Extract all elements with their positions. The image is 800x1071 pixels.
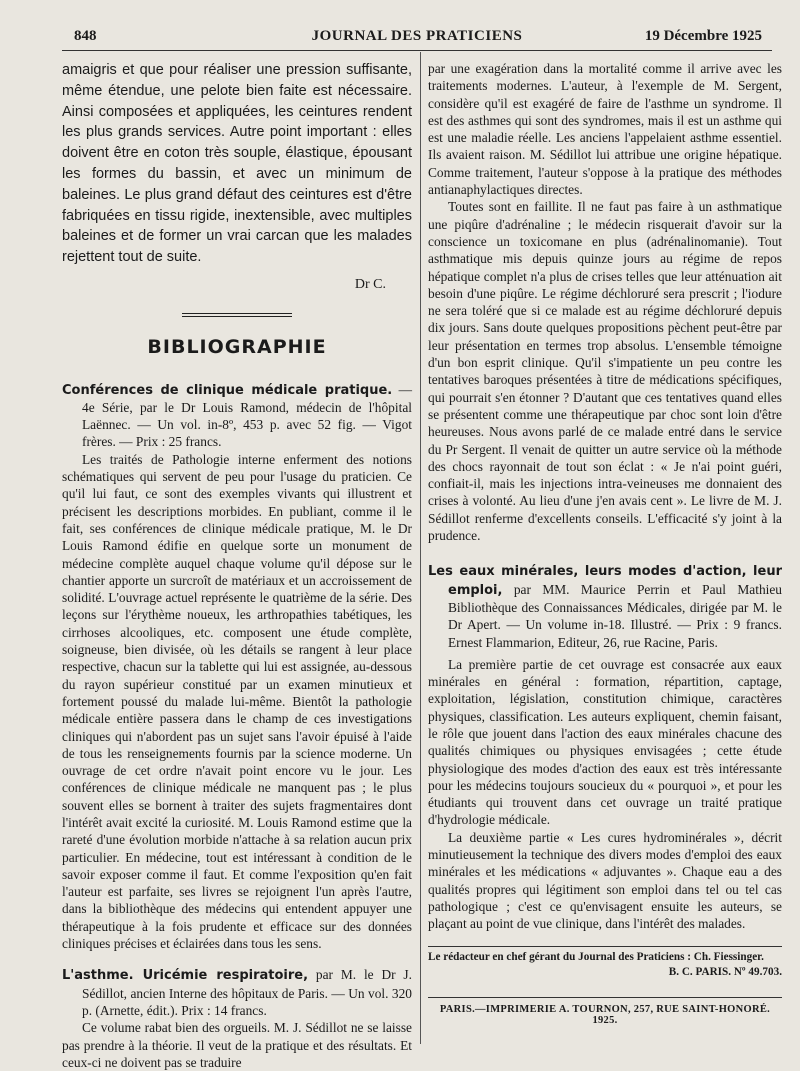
book-review: La deuxième partie « Les cures hydrominérales », décrit minutieusement la technique des divers modes d'emploi des eaux minérales et les médications « adjuvantes ». Chaque eau a des qualités propres qui légitiment son emploi dans tel ou tel cas pathologique ; c'est ce qu'envisagent ensuite les auteurs, se plaçant au point de vue clinique, dans l'intérêt des malades. (428, 829, 782, 932)
book-entry-1 (62, 381, 412, 451)
book-entry-2 (62, 966, 412, 1019)
book-review: La première partie de cet ouvrage est consacrée aux eaux minérales en général : formation, répartition, captage, exploitation, législation, constitution chimique, caractères physiques, classification. Les auteurs expliquent, chemin faisant, le rôle que jouent dans l'action des eaux minérales chacune des qualités chimiques ou physiques envisagées ; cette étude physiologique des modes d'action des eaux est très intéressante pour les médecins toujours soucieux du « pourquoi », et pour les étudiants qui trouvent dans cet ouvrage un traité pratique d'hydrologie médicale. (428, 656, 782, 828)
journal-title: JOURNAL DES PRATICIENS (311, 28, 523, 44)
section-title: BIBLIOGRAPHIE (147, 336, 327, 359)
article-ending: amaigris et que pour réaliser une pression suffisante, même étendue, une pelote bien faite est nécessaire. Ainsi composées et appliquées, les ceintures rendent les plus grands services. Autre point important : elles doivent être en coton très souple, élastique, épousant les formes du bassin, et avec un minimum de baleines. Le plus grand défaut des ceintures est d'être fabriquées en tissu rigide, inextensible, avec multiples baleines et de former un vrai carcan que les malades rejettent tout de suite. (62, 62, 412, 266)
left-column (62, 60, 412, 1071)
page-header (62, 28, 772, 50)
editor-line: Le rédacteur en chef gérant du Journal des Praticiens : Ch. Fiessinger. (428, 951, 764, 963)
right-column (428, 60, 782, 933)
book-title: L'asthme. Uricémie respiratoire, (62, 968, 309, 984)
review-paragraph: Toutes sont en faillite. Il ne faut pas faire à un asthmatique une piqûre d'adrénaline ; le médecin risquerait d'avoir sur la conscience un toxicomane en plus (adrénalinomanie). Tout asthmatique mis depuis quinze jours au régime de repos hépatique complet n'a plus de crises telles que leur atténuation ait besoin d'une piqûre. Le régime déchloruré sera prescrit ; l'iodure ne sera toléré que si ce malade est au régime déchloruré depuis dix jours. Sans doute quelques propositions pèchent peut-être par leur présentation en termes trop absolus. L'ensemble témoigne d'un bon esprit clinique. Qu'il s'impatiente un peu contre les tentatives baroques présentées à titre de médications spécifiques, qui pourrait s'en étonner ? D'autant que ces tentatives quand elles se présentent comme une thérapeutique par choc sont loin d'être heureuses. Nous avons parlé de ce malade entré dans le service du Pr Sergent. Il venait de quitter un autre service où la méthode des chocs rayonnait de tout son éclat : « Je n'ai point guéri, confiait-il, mais les injections intra-veineuses me donnaient des crises à volonté. Au lieu d'une j'en avais cent ». Le livre de M. J. Sédillot renferme d'excellents conseils. L'efficacité s'y joint à la prudence. (428, 199, 782, 544)
double-rule (182, 313, 292, 317)
book-reference: par M. le Dr J. Sédillot, ancien Interne des hôpitaux de Paris. — Un vol. 320 p. (Arnette, édit.). Prix : 14 francs. (82, 967, 412, 1018)
book-title: Conférences de clinique médicale pratique. (62, 382, 393, 398)
book-reference: par MM. Maurice Perrin et Paul Mathieu Bibliothèque des Connaissances Médicales, dirigée par M. le Dr Apert. — Un volume in-18. Illustré. — Prix : 9 francs. Ernest Flammarion, Editeur, 26, rue Racine, Paris. (448, 581, 782, 650)
signature: Dr C. (354, 276, 386, 292)
column-divider (420, 52, 421, 1044)
issue-date: 19 Décembre 1925 (644, 28, 762, 44)
book-title: Les eaux minérales, leurs modes d'action, leur emploi, (428, 564, 782, 598)
book-review: Les traités de Pathologie interne enferment des notions schématiques qui servent de peu pour l'usage du praticien. Ce qu'il lui faut, ce sont des exemples vivants qui illustrent et précisent les descriptions morbides. En publiant, comme il le fait, ses conférences de clinique médicale pratique, M. le Dr Louis Ramond édifie en quelque sorte un monument de médecine complète auquel chaque volume qu'il dépose sur le chantier apporte un surcroît de matériaux et un accroissement de solidité. L'ouvrage actuel représente le quatrième de la série. Des leçons sur l'érythème noueux, les arthropathies tabétiques, les cirrhoses alcooliques, etc. composent une étude complète, soigneuse, bien divisée, où les détails se rangent à leur place respective, chacun sur la tablette qui lui est assignée, au-dessous du rayon supérieur constitué par un examen minutieux et fortement poussé du malade lui-même. Bientôt la pathologie médicale entière passera dans le champ de ces investigations cliniques qui n'abordent pas un sujet sans l'avoir épuisé à l'aide de tous les renseignements fournis par la science moderne. Un ouvrage de cet ordre n'avait point encore vu le jour. Les conférences de clinique médicale ne manquent pas ; le plus souvent elles se bornent à traiter des sujets fragmentaires dont l'intérêt avait excité la curiosité. M. Louis Ramond estime que la rareté d'une évolution morbide n'attache à sa relation aucun prix particulier. En médecine, tout est intéressant à condition de le savoir exposer comme il faut. Et comme l'exposition qu'en fait l'auteur est parfaite, ses livres se rejoignent l'un après l'autre, dans la bibliothèque des médecins qui entendent appuyer une thérapeutique à la fois prudente et efficace sur des données cliniques précises et éclairées dans tous les sens. (62, 451, 412, 952)
editor-footer (428, 946, 782, 980)
editor-reference: B. C. PARIS. Nº 49.703. (668, 966, 782, 978)
printer-footer: PARIS.—IMPRIMERIE A. TOURNON, 257, RUE SAINT-HONORÉ. 1925. (428, 997, 782, 1026)
book-entry-3 (428, 562, 782, 650)
header-rule (62, 50, 772, 51)
review-continuation: par une exagération dans la mortalité comme il arrive avec les traitements modernes. L'auteur, à l'exemple de M. Sergent, considère qu'il est exagéré de faire de l'asthme un syndrome. Il est des asthmes qui sont des syndromes, mais il est un asthme qui est une maladie réelle. Les anciens l'appelaient asthme essentiel. Ils avaient raison. M. Sédillot lui attribue une origine hépatique. Comme traitement, l'auteur s'oppose à la pratique des méthodes antianaphylactiques directes. (428, 61, 782, 198)
page-number: 848 (74, 28, 97, 44)
book-review: Ce volume rabat bien des orgueils. M. J. Sédillot ne se laisse pas prendre à la théorie. Il veut de la pratique et des résultats. Et ceux-ci ne doivent pas se traduire (62, 1020, 412, 1070)
book-reference: — 4e Série, par le Dr Louis Ramond, médecin de l'hôpital Laënnec. — Un vol. in-8º, 453 p. avec 52 fig. — Vigot frères. — Prix : 25 francs. (82, 381, 412, 450)
